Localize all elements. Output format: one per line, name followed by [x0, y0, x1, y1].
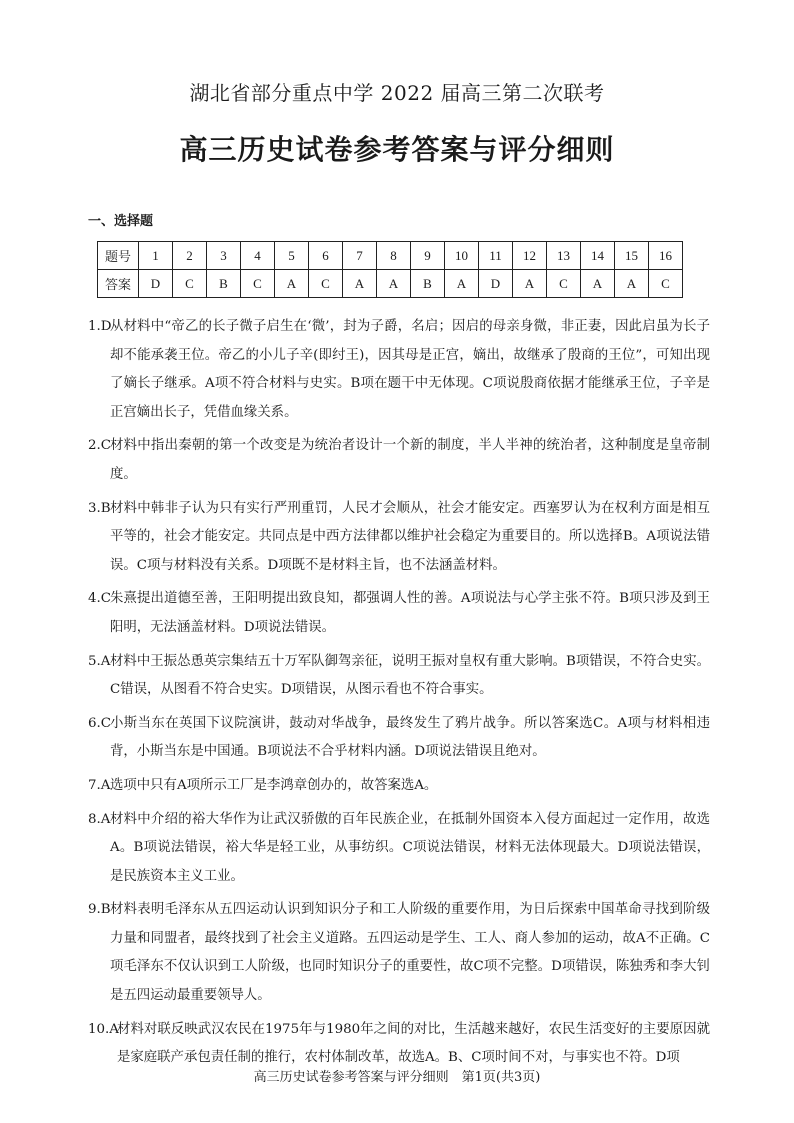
explanation-item [88, 1016, 710, 1073]
explanation-item [88, 585, 710, 642]
question-number-cell: 9 [411, 242, 445, 270]
item-text: 材料对联反映武汉农民在1975年与1980年之间的对比，生活越来越好，农民生活变好的主要原因就是家庭联产承包责任制的推行，农村体制改革，故选A。B、C项时间不对，与事实也不符。D项 [117, 1021, 710, 1066]
item-number: 1.D [88, 319, 112, 334]
answer-cell: C [241, 270, 275, 298]
answer-cell: A [513, 270, 547, 298]
answer-cell: A [275, 270, 309, 298]
explanation-item [88, 710, 710, 767]
answer-cell: C [309, 270, 343, 298]
explanation-item [88, 313, 710, 427]
question-number-cell: 1 [139, 242, 173, 270]
explanation-item [88, 495, 710, 581]
question-number-cell: 14 [581, 242, 615, 270]
answer-cell: B [207, 270, 241, 298]
question-number-cell: 2 [173, 242, 207, 270]
explanations-list [88, 313, 710, 1078]
item-text: 材料中王振怂恿英宗集结五十万军队御驾亲征，说明王振对皇权有重大影响。B项错误，不符合史实。C错误，从图看不符合史实。D项错误，从图示看也不符合事实。 [110, 653, 710, 698]
row-label-answer: 答案 [98, 270, 139, 298]
row-label-number: 题号 [98, 242, 139, 270]
item-text: 从材料中“帝乙的长子微子启生在‘微’，封为子爵，名启；因启的母亲身微，非正妻，因此启虽为长子却不能承袭王位。帝乙的小儿子辛(即纣王)，因其母是正宫，嫡出，故继承了殷商的王位”，可知出现了嫡长子继承。A项不符合材料与史实。B项在题干中无体现。C项说殷商依据才能继承王位，子辛是正宫嫡出长子，凭借血缘关系。 [110, 319, 710, 420]
question-number-cell: 10 [445, 242, 479, 270]
item-text: 选项中只有A项所示工厂是李鸿章创办的，故答案选A。 [110, 777, 438, 793]
answer-cell: C [173, 270, 207, 298]
question-number-cell: 12 [513, 242, 547, 270]
item-number: 4.C [88, 591, 112, 607]
section-heading: 一、选择题 [88, 214, 154, 229]
page-footer: 高三历史试卷参考答案与评分细则 第1页(共3页) [253, 1070, 541, 1085]
explanation-item [88, 772, 710, 801]
answer-cell: D [479, 270, 513, 298]
question-number-cell: 3 [207, 242, 241, 270]
answer-table [97, 241, 683, 298]
document-title: 高三历史试卷参考答案与评分细则 [179, 133, 615, 166]
item-number: 9.B [88, 902, 111, 918]
explanation-item [88, 896, 710, 1010]
answer-cell: C [649, 270, 683, 298]
exam-subtitle: 湖北省部分重点中学 2022 届高三第二次联考 [189, 81, 605, 105]
item-number: 8.A [88, 811, 111, 827]
item-number: 10.A [88, 1021, 119, 1037]
question-number-cell: 6 [309, 242, 343, 270]
answer-cell: A [445, 270, 479, 298]
question-number-cell: 15 [615, 242, 649, 270]
question-number-cell: 13 [547, 242, 581, 270]
answer-cell: A [377, 270, 411, 298]
item-number: 2.C [88, 438, 112, 454]
answer-cell: A [581, 270, 615, 298]
item-number: 3.B [88, 500, 111, 516]
answer-table-answer-row [98, 270, 683, 298]
item-text: 材料表明毛泽东从五四运动认识到知识分子和工人阶级的重要作用，为日后探索中国革命寻找到阶级力量和同盟者，最终找到了社会主义道路。五四运动是学生、工人、商人参加的运动，故A不正确。C项毛泽东不仅认识到工人阶级，也同时知识分子的重要性，故C项不完整。D项错误，陈独秀和李大钊是五四运动最重要领导人。 [110, 902, 710, 1004]
question-number-cell: 8 [377, 242, 411, 270]
question-number-cell: 4 [241, 242, 275, 270]
answer-cell: A [343, 270, 377, 298]
item-number: 5.A [88, 653, 111, 669]
question-number-cell: 16 [649, 242, 683, 270]
item-text: 朱熹提出道德至善，王阳明提出致良知，都强调人性的善。A项说法与心学主张不符。B项只涉及到王阳明，无法涵盖材料。D项说法错误。 [110, 591, 710, 635]
answer-cell: A [615, 270, 649, 298]
explanation-item [88, 648, 710, 705]
question-number-cell: 5 [275, 242, 309, 270]
answer-cell: D [139, 270, 173, 298]
item-text: 材料中介绍的裕大华作为让武汉骄傲的百年民族企业，在抵制外国资本入侵方面起过一定作用，故选A。B项说法错误，裕大华是轻工业，从事纺织。C项说法错误，材料无法体现最大。D项说法错误，是民族资本主义工业。 [110, 811, 710, 884]
item-number: 7.A [88, 777, 111, 793]
explanation-item [88, 806, 710, 892]
answer-cell: C [547, 270, 581, 298]
answer-cell: B [411, 270, 445, 298]
question-number-cell: 7 [343, 242, 377, 270]
item-text: 材料中指出秦朝的第一个改变是为统治者设计一个新的制度，半人半神的统治者，这种制度是皇帝制度。 [110, 438, 710, 482]
item-text: 小斯当东在英国下议院演讲，鼓动对华战争，最终发生了鸦片战争。所以答案选C。A项与材料相违背，小斯当东是中国通。B项说法不合乎材料内涵。D项说法错误且绝对。 [110, 715, 710, 760]
question-number-cell: 11 [479, 242, 513, 270]
answer-table-number-row [98, 242, 683, 270]
explanation-item [88, 432, 710, 489]
item-text: 材料中韩非子认为只有实行严刑重罚，人民才会顺从，社会才能安定。西塞罗认为在权利方面是相互平等的，社会才能安定。共同点是中西方法律都以维护社会稳定为重要目的。所以选择B。A项说法错误。C项与材料没有关系。D项既不是材料主旨，也不法涵盖材料。 [110, 500, 710, 573]
item-number: 6.C [88, 715, 112, 731]
